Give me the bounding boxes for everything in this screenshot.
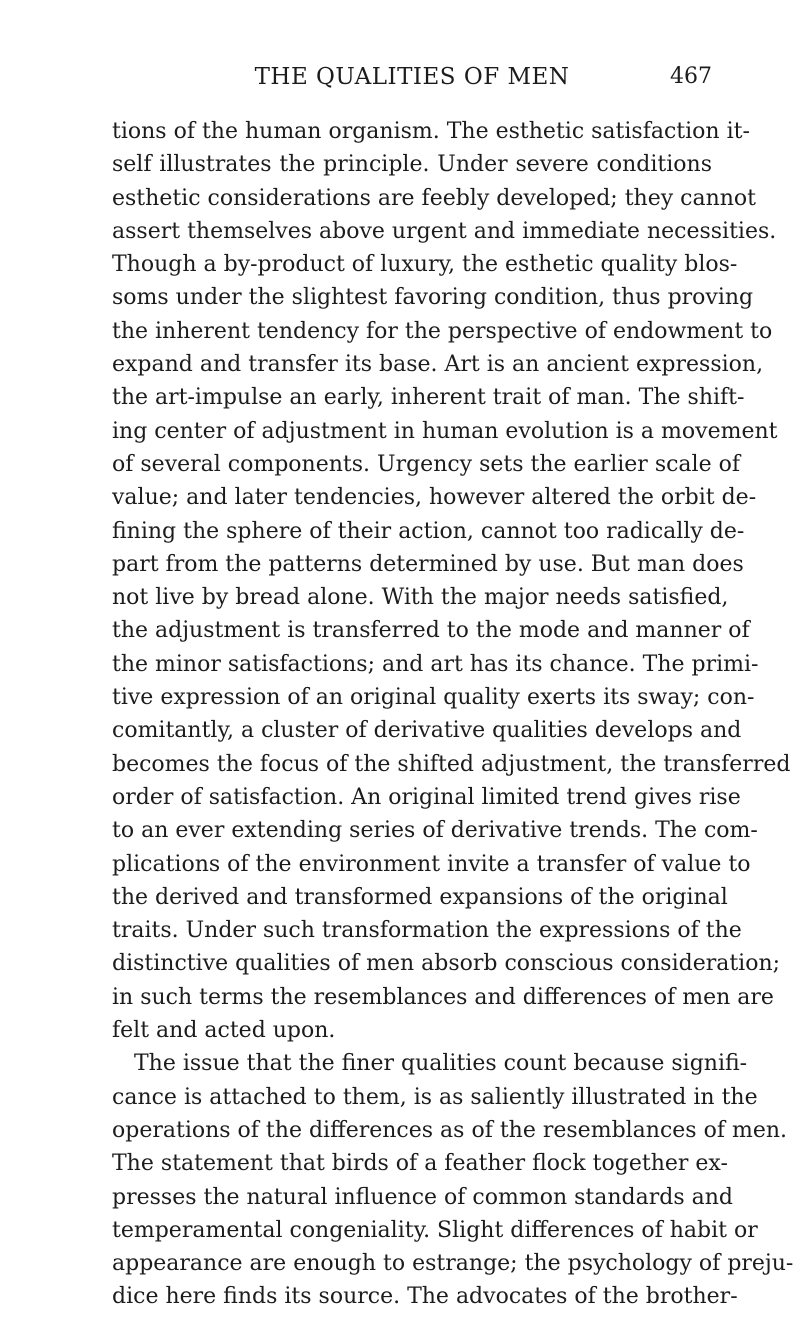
- text-line: of several components. Urgency sets the earlier scale of: [112, 451, 740, 477]
- text-line: soms under the slightest favoring condition, thus proving: [112, 285, 754, 311]
- text-line: temperamental congeniality. Slight differences of habit or: [112, 1217, 758, 1243]
- paragraph-last-line: felt and acted upon.: [112, 1018, 336, 1044]
- paragraph-first-line: The issue that the finer qualities count because signifi-: [134, 1051, 748, 1077]
- text-line: becomes the focus of the shifted adjustment, the transferred: [112, 751, 791, 777]
- text-line: the derived and transformed expansions of the original: [112, 884, 728, 910]
- text-line: distinctive qualities of men absorb conscious consideration;: [112, 951, 781, 977]
- text-line: operations of the differences as of the resemblances of men.: [112, 1117, 788, 1143]
- text-line: assert themselves above urgent and immediate necessities.: [112, 218, 777, 244]
- text-line: The statement that birds of a feather flock together ex-: [112, 1151, 728, 1177]
- text-line: plications of the environment invite a transfer of value to: [112, 851, 751, 877]
- text-line: the adjustment is transferred to the mode and manner of: [112, 618, 750, 644]
- text-line: fining the sphere of their action, cannot too radically de-: [112, 518, 745, 544]
- text-line: to an ever extending series of derivative trends. The com-: [112, 818, 758, 844]
- text-line: expand and transfer its base. Art is an ancient expression,: [112, 352, 764, 378]
- text-line: value; and later tendencies, however altered the orbit de-: [112, 485, 757, 511]
- text-line: cance is attached to them, is as saliently illustrated in the: [112, 1084, 758, 1110]
- text-line: ing center of adjustment in human evolution is a movement: [112, 418, 778, 444]
- text-line: tions of the human organism. The esthetic satisfaction it-: [112, 119, 750, 144]
- text-line: order of satisfaction. An original limited trend gives rise: [112, 784, 741, 810]
- text-line: in such terms the resemblances and differences of men are: [112, 984, 774, 1010]
- text-line: part from the patterns determined by use. But man does: [112, 551, 744, 577]
- text-line: the art-impulse an early, inherent trait of man. The shift-: [112, 385, 745, 411]
- text-line: presses the natural influence of common standards and: [112, 1184, 733, 1210]
- text-line: the inherent tendency for the perspective of endowment to: [112, 318, 773, 344]
- text-line: traits. Under such transformation the expressions of the: [112, 918, 742, 944]
- text-line: the minor satisfactions; and art has its chance. The primi-: [112, 651, 759, 677]
- text-line: self illustrates the principle. Under severe conditions: [112, 152, 712, 178]
- running-head: [112, 62, 712, 92]
- text-line: tive expression of an original quality exerts its sway; con-: [112, 685, 755, 711]
- text-line: esthetic considerations are feebly developed; they cannot: [112, 185, 757, 211]
- text-line: comitantly, a cluster of derivative qualities develops and: [112, 718, 742, 744]
- text-line: appearance are enough to estrange; the psychology of preju-: [112, 1251, 794, 1277]
- running-title: THE QUALITIES OF MEN: [254, 64, 570, 90]
- page-number: 467: [670, 64, 712, 89]
- text-line: not live by bread alone. With the major needs satisfied,: [112, 585, 729, 611]
- text-line: dice here finds its source. The advocates of the brother-: [112, 1284, 738, 1310]
- text-line: Though a by-product of luxury, the esthetic quality blos-: [112, 252, 738, 278]
- body-text: [112, 115, 794, 1314]
